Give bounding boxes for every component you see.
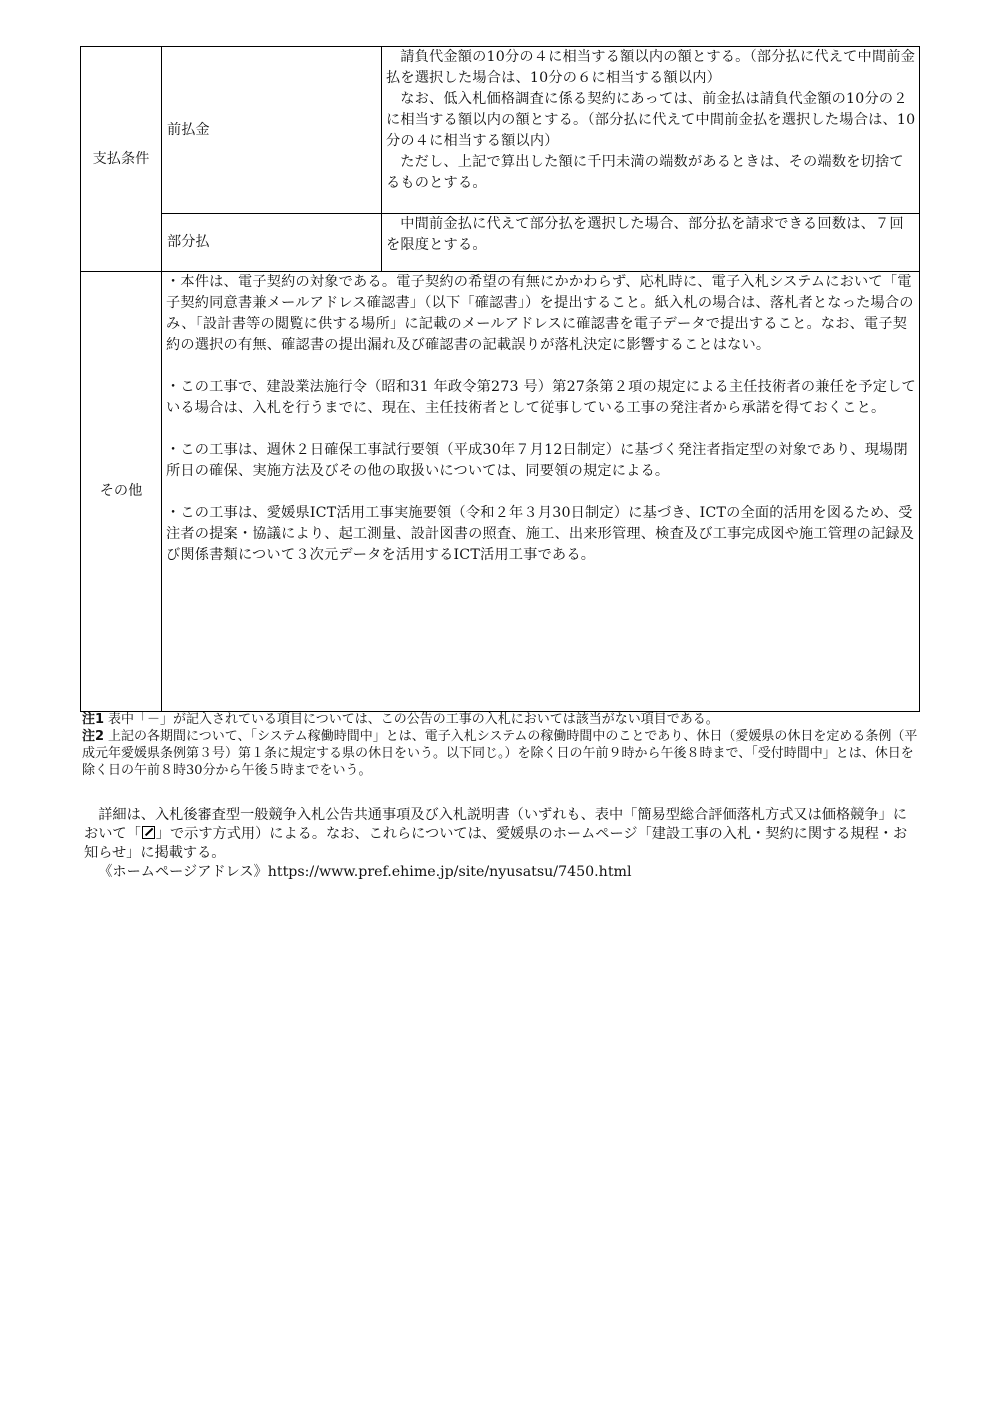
payment-conditions-header: 支払条件 [81, 47, 162, 272]
homepage-url: https://www.pref.ehime.jp/site/nyusatsu/7450.html [267, 864, 632, 880]
note-1-text: 表中「－」が記入されている項目については、この公告の工事の入札においては該当がない項目である。 [108, 712, 719, 727]
other-header: その他 [81, 272, 162, 712]
note-2-text: 上記の各期間について、「システム稼働時間中」とは、電子入札システムの稼働時間中のことであり、休日（愛媛県の休日を定める条例（平成元年愛媛県条例第３号）第１条に規定する県の休日をいう。以下同じ。）を除く日の午前９時から午後８時まで、「受付時間中」とは、休日を除く日の午前８時30分から午後５時までをいう。 [82, 729, 918, 778]
other-item-electronic-contract: ・本件は、電子契約の対象である。電子契約の希望の有無にかかわらず、応札時に、電子入札システムにおいて「電子契約同意書兼メールアドレス確認書」（以下「確認書」）を提出すること。紙入札の場合は、落札者となった場合のみ、「設計書等の閲覧に供する場所」に記載のメールアドレスに確認書を電子データで提出すること。なお、電子契約の選択の有無、確認書の提出漏れ及び確認書の記載誤りが落札決定に影響することはない。 [166, 274, 914, 353]
checked-box-icon [142, 826, 155, 839]
notes-section [82, 711, 922, 779]
conditions-table [80, 46, 920, 712]
note-1 [82, 711, 922, 728]
other-item-engineer-concurrent: ・この工事で、建設業法施行令（昭和31 年政令第273 号）第27条第２項の規定による主任技術者の兼任を予定している場合は、入札を行うまでに、現在、主任技術者として従事している工事の発注者から承諾を得ておくこと。 [166, 379, 916, 416]
other-item-ict: ・この工事は、愛媛県ICT活用工事実施要領（令和２年３月30日制定）に基づき、ICTの全面的活用を図るため、受注者の提案・協議により、起工測量、設計図書の照査、施工、出来形管理、検査及び工事完成図や施工管理の記録及び関係書類について３次元データを活用するICT活用工事である。 [166, 505, 915, 563]
homepage-label: 《ホームページアドレス》 [98, 864, 268, 880]
detail-paragraph [84, 806, 920, 863]
detail-section [84, 806, 920, 882]
advance-payment-text-2: なお、低入札価格調査に係る契約にあっては、前金払は請負代金額の10分の２に相当する額以内の額とする。（部分払に代えて中間前金払を選択した場合は、10分の４に相当する額以内） [386, 91, 916, 149]
detail-text-after: 」で示す方式用）による。なお、これらについては、愛媛県のホームページ「建設工事の入札・契約に関する規程・お知らせ」に掲載する。 [84, 826, 908, 861]
detail-text-before: 詳細は、入札後審査型一般競争入札公告共通事項及び入札説明書（いずれも、表中「簡易型総合評価落札方式又は価格競争」において「 [84, 807, 907, 842]
advance-payment-label: 前払金 [162, 47, 382, 214]
other-item-two-days-off: ・この工事は、週休２日確保工事試行要領（平成30年７月12日制定）に基づく発注者指定型の対象であり、現場閉所日の確保、実施方法及びその他の取扱いについては、同要領の規定による。 [166, 442, 908, 479]
note-2 [82, 728, 922, 779]
homepage-line [84, 863, 920, 882]
partial-payment-label: 部分払 [162, 214, 382, 272]
note-2-label: 注2 [82, 729, 105, 744]
partial-payment-text: 中間前金払に代えて部分払を選択した場合、部分払を請求できる回数は、７回を限度とする。 [386, 216, 904, 253]
note-1-label: 注1 [82, 712, 105, 727]
other-cell [162, 272, 920, 712]
other-row [81, 272, 920, 712]
partial-payment-cell [382, 214, 920, 272]
advance-payment-cell [382, 47, 920, 214]
advance-payment-text-1: 請負代金額の10分の４に相当する額以内の額とする。（部分払に代えて中間前金払を選択した場合は、10分の６に相当する額以内） [386, 49, 916, 86]
partial-payment-row [81, 214, 920, 272]
advance-payment-row [81, 47, 920, 214]
advance-payment-text-3: ただし、上記で算出した額に千円未満の端数があるときは、その端数を切捨てるものとする。 [386, 154, 904, 191]
